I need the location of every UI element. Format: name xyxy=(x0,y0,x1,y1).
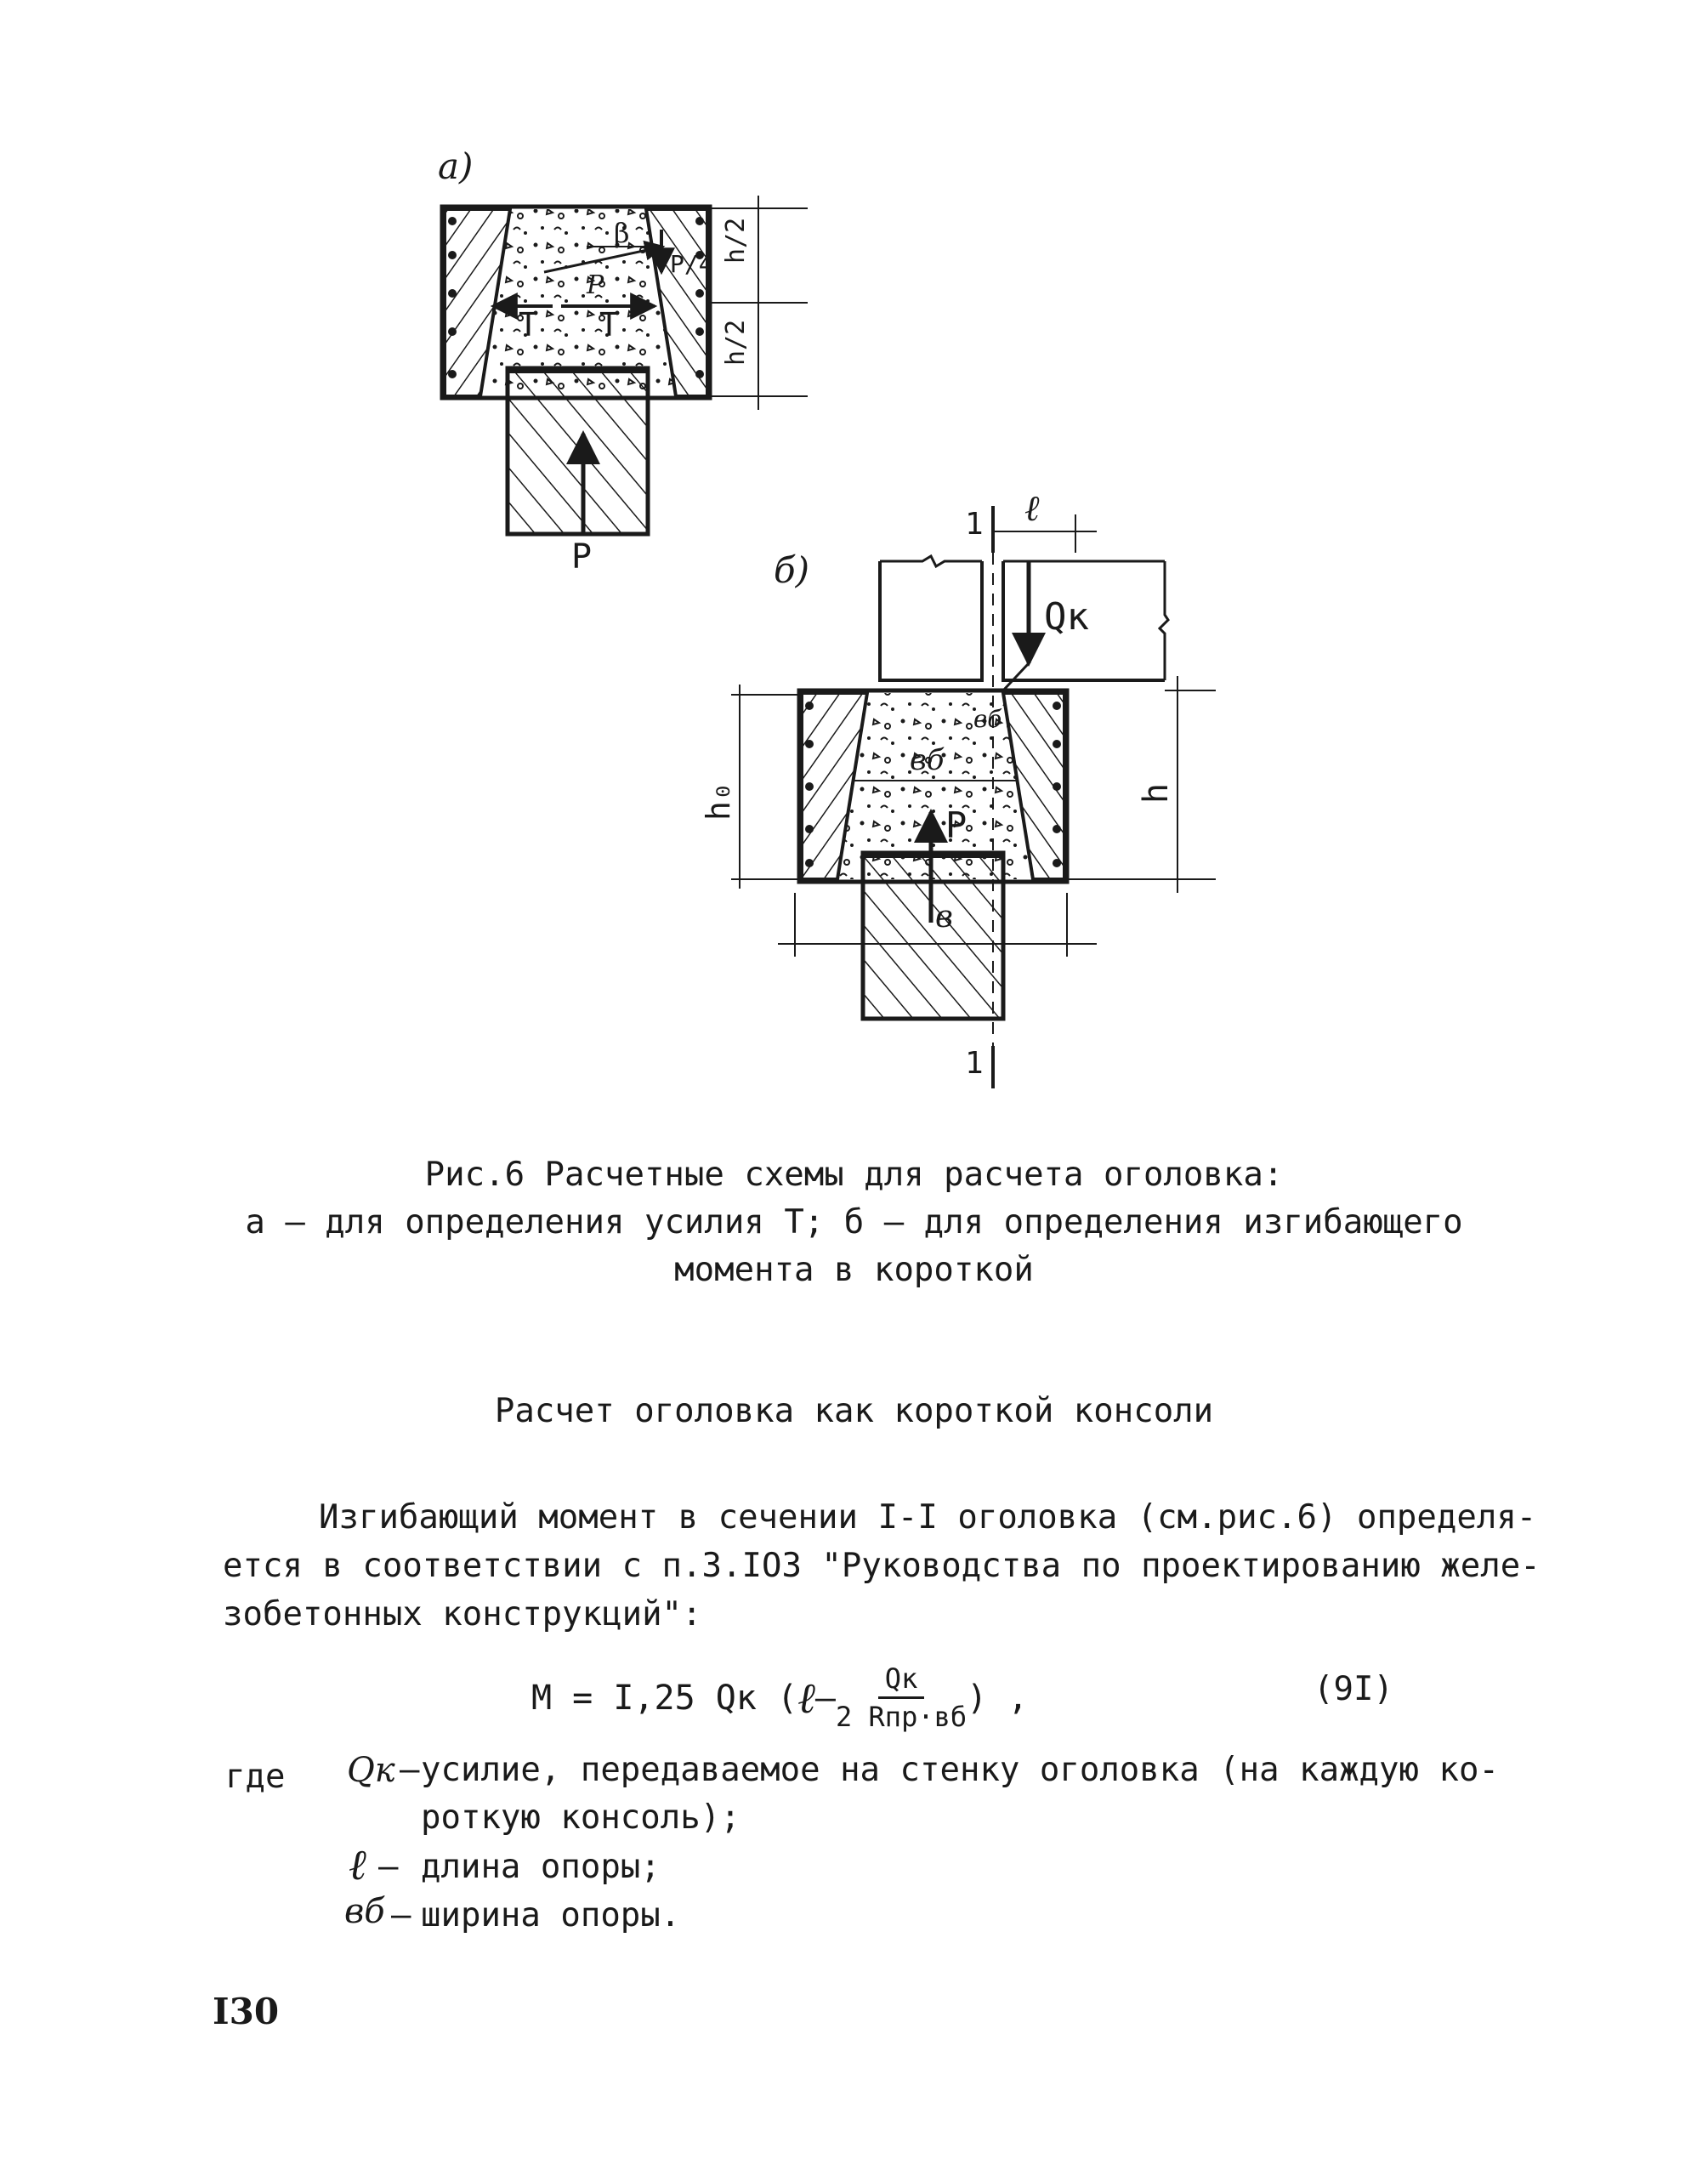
formula-fraction xyxy=(836,1662,967,1733)
load-label-p-a: P xyxy=(571,537,593,577)
paragraph-line-1: Изгибающий момент в сечении I-I оголовка (см.рис.6) определя- xyxy=(319,1498,1537,1537)
t-label-right: T xyxy=(599,306,619,344)
p4-label: P/4 xyxy=(670,250,713,278)
where-dash-2: – xyxy=(378,1848,399,1886)
paragraph-line-2: ется в соответствии с п.3.IO3 "Руководства по проектированию желе- xyxy=(223,1547,1541,1585)
l-label: ℓ xyxy=(1024,487,1040,529)
h2-top-label: h/2 xyxy=(721,217,751,264)
figure-b xyxy=(700,487,1216,1088)
formula-l: ℓ xyxy=(797,1673,815,1723)
where-symbol-l: ℓ xyxy=(349,1840,366,1889)
where-symbol-bb: вб xyxy=(344,1892,385,1931)
where-dash-1: – xyxy=(400,1751,420,1789)
formula-91 xyxy=(0,1654,1708,1733)
page-number: I30 xyxy=(213,1991,280,2032)
figure-caption-line-2: а – для определения усилия Т; б – для определения изгибающего xyxy=(245,1203,1463,1241)
h0-label: h₀ xyxy=(700,781,737,821)
formula-denominator: 2 Rпр·вб xyxy=(836,1701,967,1733)
formula-lhs: M = I,25 Qк ( xyxy=(531,1678,798,1718)
t-label-left: T xyxy=(519,306,538,344)
section-title: Расчет оголовка как короткой консоли xyxy=(494,1392,1214,1430)
where-text-l: длина опоры; xyxy=(421,1848,661,1886)
where-symbol-qk: Qк xyxy=(347,1751,395,1790)
column-a xyxy=(508,368,648,534)
formula-number: (9I) xyxy=(1314,1670,1393,1708)
qk-resultant xyxy=(1003,663,1029,690)
where-dash-3: – xyxy=(391,1896,411,1935)
b-label: в xyxy=(935,900,953,935)
where-word: где xyxy=(225,1758,286,1796)
h2-bottom-label: h/2 xyxy=(721,319,751,366)
column-a-top xyxy=(508,368,648,373)
upper-beam-left xyxy=(880,561,982,680)
where-text-qk: усилие, передаваемое на стенку оголовка (на каждую ко- xyxy=(421,1751,1499,1789)
where-text-bb: ширина опоры. xyxy=(421,1896,681,1935)
beta-label: β xyxy=(614,217,630,249)
figure-b-label: б) xyxy=(774,549,810,591)
formula-minus: – xyxy=(814,1678,836,1718)
figure-caption-line-3: момента в короткой xyxy=(674,1251,1034,1289)
figure-a xyxy=(438,145,808,577)
h-label: h xyxy=(1137,782,1176,804)
p-label-b: P xyxy=(945,804,967,846)
section-top-label: 1 xyxy=(965,507,984,542)
bb-label-top: вб xyxy=(973,705,1002,733)
upper-beam-left-break xyxy=(880,556,982,566)
figure-caption-line-1: Рис.6 Расчетные схемы для расчета оголовка: xyxy=(424,1156,1284,1194)
qk-label: Qк xyxy=(1044,595,1089,639)
paragraph-line-3: зобетонных конструкций": xyxy=(223,1595,702,1633)
bb-label-mid: вб xyxy=(910,743,945,777)
formula-close: ) , xyxy=(967,1678,1029,1718)
figure-a-label: а) xyxy=(438,145,474,187)
p-label-inclined: P xyxy=(587,270,604,300)
section-bottom-label: 1 xyxy=(965,1046,984,1081)
where-text-qk-cont: роткую консоль); xyxy=(421,1798,741,1837)
formula-numerator: Qк xyxy=(878,1662,925,1699)
